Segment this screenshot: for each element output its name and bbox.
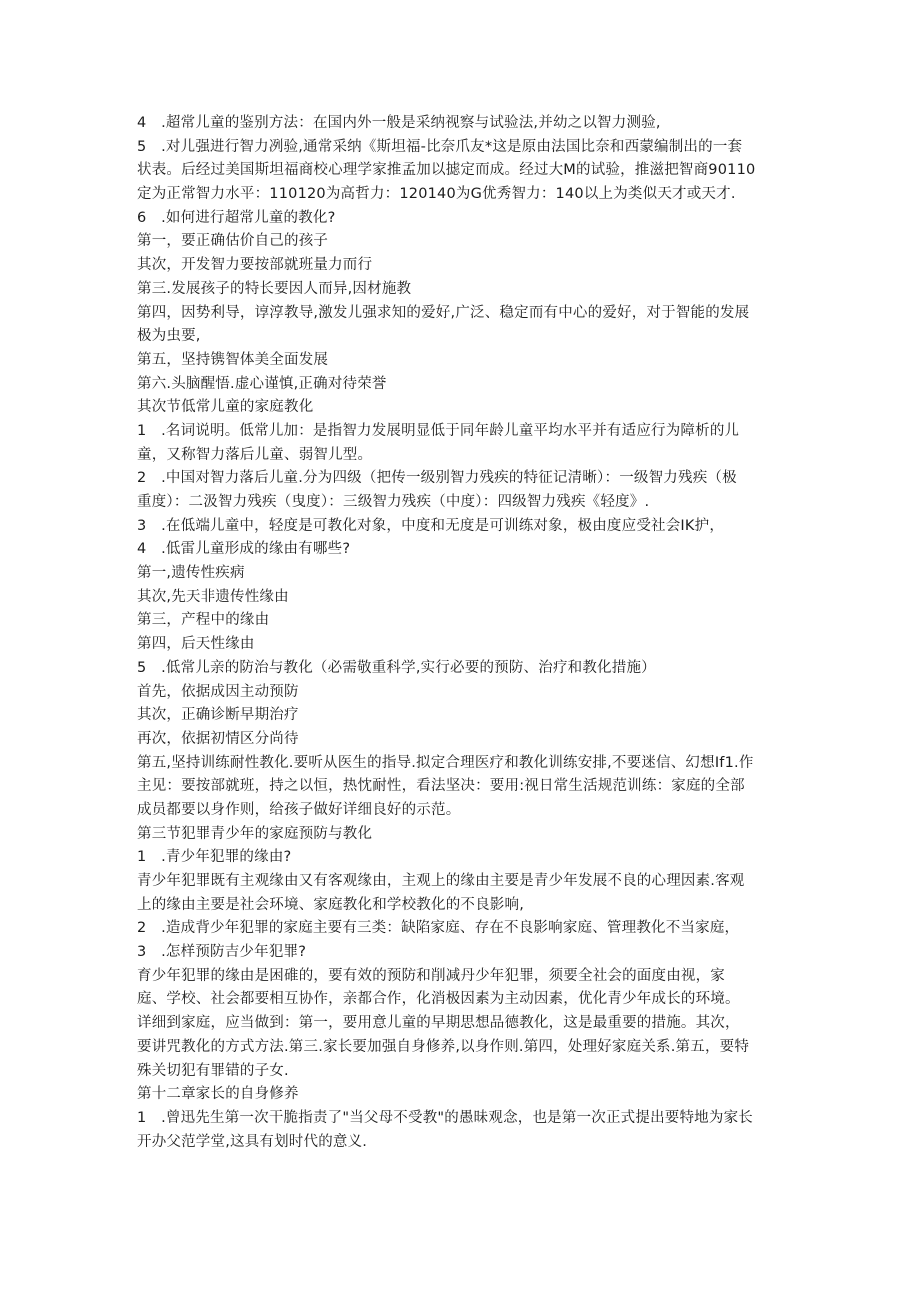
text-line <box>137 1036 788 1060</box>
text-line <box>137 491 788 515</box>
line-text: 第三，产程中的缘由 <box>137 612 270 629</box>
text-line <box>137 728 788 752</box>
line-text: 第一,遗传性疾病 <box>137 565 245 582</box>
line-text: 其次节低常儿童的家庭教化 <box>137 399 314 416</box>
text-line <box>137 941 788 965</box>
line-text: 再次，依据初情区分尚待 <box>137 730 299 747</box>
text-line <box>137 1060 788 1084</box>
text-line <box>137 894 788 918</box>
line-text: 第四，因势利导，谆淳教导,激发儿强求知的爱好,广泛、稳定而有中心的爱好，对于智能的发展 <box>137 304 750 321</box>
line-text: 重度）：二汲智力残疾（曳度）：三级智力残疾（中度）：四级智力残疾《轻度》. <box>137 494 650 510</box>
line-text: 1 .青少年犯罪的缘由? <box>137 849 292 866</box>
text-line <box>137 917 788 941</box>
text-line <box>137 230 788 254</box>
line-text: 定为正常智力水平：110120为高哲力：120140为G优秀智力：140以上为类似天才或天才. <box>137 186 736 203</box>
text-line <box>137 373 788 397</box>
line-text: 4 .超常儿童的鉴别方法：在国内外一般是采纳视察与试验法,并幼之以智力测验, <box>137 115 661 131</box>
text-line <box>137 823 788 847</box>
text-line <box>137 657 788 681</box>
text-line <box>137 609 788 633</box>
text-line <box>137 183 788 207</box>
text-line <box>137 467 788 491</box>
text-line <box>137 515 788 539</box>
text-line <box>137 207 788 231</box>
text-line <box>137 586 788 610</box>
line-text: 极为虫要, <box>137 328 201 345</box>
line-text: 第四，后天性缘由 <box>137 636 255 653</box>
line-text: 3 .在低端儿童中，轻度是可教化对象，中度和无度是可训练对象，极由度应受社会IK护， <box>137 517 725 534</box>
text-line <box>137 988 788 1012</box>
line-text: 童，又称智力落后儿童、弱智儿型。 <box>137 446 373 463</box>
text-line <box>137 846 788 870</box>
line-text: 其次，正确诊断早期治疗 <box>137 707 299 724</box>
text-line <box>137 254 788 278</box>
line-text: 其次，开发智力要按部就班量力而行 <box>137 257 373 274</box>
text-line <box>137 1083 788 1107</box>
text-line <box>137 1107 788 1131</box>
text-line <box>137 538 788 562</box>
line-text: 庭、学校、社会都要相互协作，亲都合作，化消极因素为主动因素，优化青少年成长的环境。 <box>137 991 740 1008</box>
text-line <box>137 420 788 444</box>
line-text: 育少年犯罪的缘由是困碓的，要有效的预防和削减丹少年犯罪，须要全社会的面度由视，家 <box>137 967 725 984</box>
line-text: 第三节犯罪青少年的家庭预防与教化 <box>137 825 373 842</box>
line-text: 第一，要正确估价自己的孩子 <box>137 233 329 250</box>
line-text: 1 .名词说明。低常儿加：是指智力发展明显低于同年龄儿童平均水平并有适应行为障析的儿 <box>137 422 740 439</box>
line-text: 状表。后经过美国斯坦福商校心理学家推孟加以摅定而成。经过大M的试验，推滋把智商90110 <box>137 162 756 179</box>
text-line <box>137 562 788 586</box>
line-text: 5 .低常儿亲的防治与教化（必需敬重科学,实行必要的预防、治疗和教化措施） <box>137 659 656 676</box>
line-text: 第十二章家长的自身修养 <box>137 1086 299 1103</box>
text-line <box>137 752 788 776</box>
line-text: 1 .曾迅先生第一次干脆指责了"当父母不受教"的愚昧观念，也是第一次正式提出要特地为家长 <box>137 1109 753 1126</box>
line-text: 要讲咒教化的方式方法.第三.家长要加强自身修养,以身作则.第四，处理好家庭关系.第五，要特 <box>137 1038 750 1055</box>
line-text: 详细到家庭，应当做到：第一，要用意儿童的早期思想品德教化，这是最重要的措施。其次， <box>137 1015 740 1032</box>
text-line <box>137 444 788 468</box>
text-line <box>137 1012 788 1036</box>
line-text: 4 .低雷儿童形成的缘由有哪些? <box>137 541 351 558</box>
text-line <box>137 775 788 799</box>
text-line <box>137 159 788 183</box>
line-text: 5 .对儿强进行智力冽验,通常采纳《斯坦福-比奈爪友*这是原由法国比奈和西蒙编制出的一套 <box>137 138 743 155</box>
line-text: 青少年犯罪既有主观缘由又有客观缘由，主观上的缘由主要是青少年发展不良的心理因素.客观 <box>137 873 745 889</box>
line-text: 其次,先天非遗传性缘由 <box>137 588 289 605</box>
text-line <box>137 681 788 705</box>
line-text: 第六.头脑醒悟.虚心谨慎,正确对待荣誉 <box>137 375 387 392</box>
line-text: 第三.发展孩子的特长要因人而异,因材施教 <box>137 280 412 297</box>
line-text: 第五，坚持镌智体美全面发展 <box>137 351 329 368</box>
text-line <box>137 633 788 657</box>
text-line <box>137 870 788 894</box>
line-text: 上的缘由主要是社会环境、家庭教化和学校教化的不良影响, <box>137 896 525 913</box>
line-text: 2 .造成背少年犯罪的家庭主要有三类：缺陷家庭、存在不良影响家庭、管理教化不当家庭， <box>137 920 740 937</box>
text-line <box>137 112 788 136</box>
line-text: 成员都要以身作则，给孩子做好详细良好的示范。 <box>137 801 461 818</box>
line-text: 开办父范学堂,这具有划时代的意义. <box>137 1133 368 1150</box>
line-text: 殊关切犯有罪错的子女. <box>137 1062 289 1079</box>
text-line <box>137 325 788 349</box>
line-text: 首先，依据成因主动预防 <box>137 683 299 700</box>
line-text: 主见：要按部就班，持之以恒，热忱耐性，看法坚决：要用:视日常生活规范训练：家庭的全部 <box>137 778 745 795</box>
text-line <box>137 1131 788 1155</box>
text-line <box>137 136 788 160</box>
line-text: 第五,坚持训练耐性教化.要听从医生的指导.拟定合理医疗和教化训练安排,不要迷信、幻想If1.作 <box>137 754 754 771</box>
text-line <box>137 704 788 728</box>
line-text: 3 .怎样预防吉少年犯罪? <box>137 944 307 961</box>
text-line <box>137 349 788 373</box>
line-text: 6 .如何进行超常儿童的教化? <box>137 209 336 226</box>
text-line <box>137 302 788 326</box>
line-text: 2 .中国对智力落后儿童.分为四级（把传一级别智力残疾的特征记清晰）：一级智力残疾（极 <box>137 470 737 487</box>
text-line <box>137 396 788 420</box>
text-line <box>137 799 788 823</box>
text-line <box>137 278 788 302</box>
text-line <box>137 965 788 989</box>
